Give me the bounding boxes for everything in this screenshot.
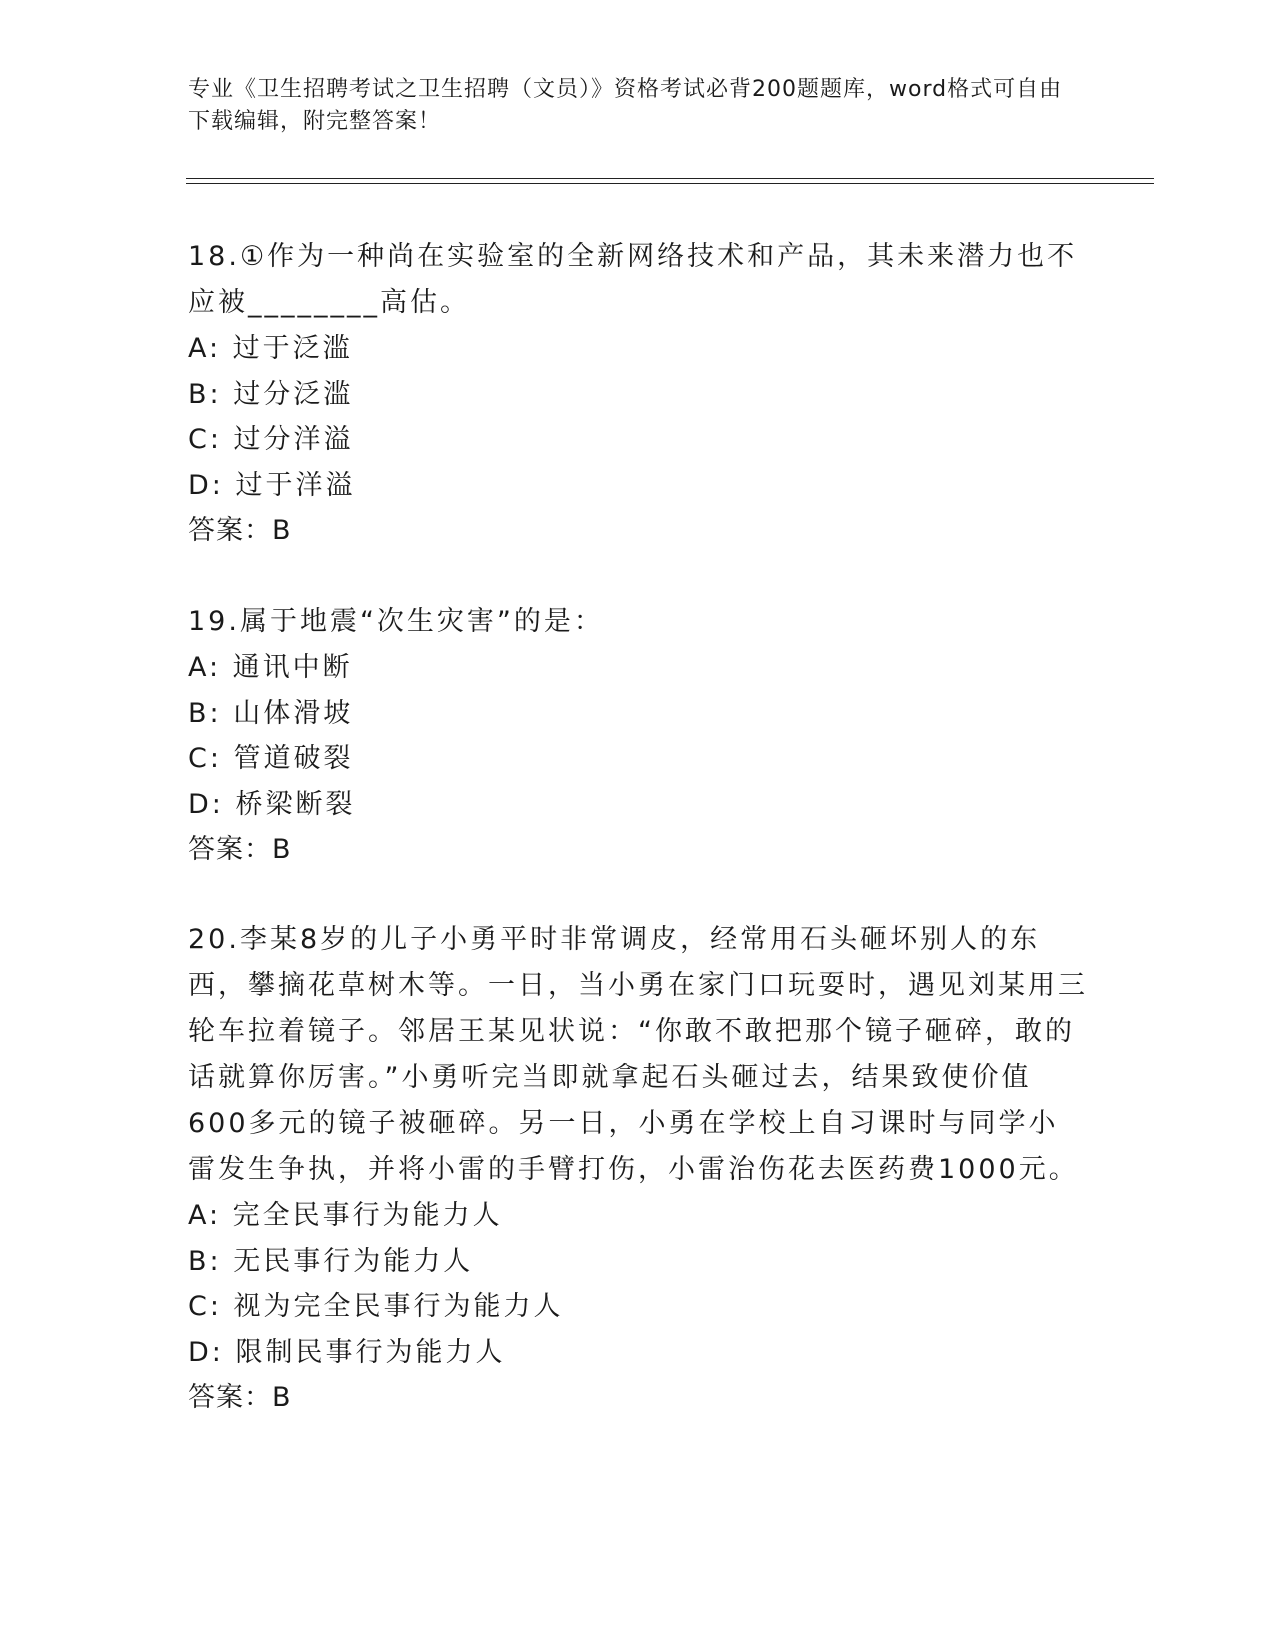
question-stem: 20.李某8岁的儿子小勇平时非常调皮，经常用石头砸坏别人的东西，攀摘花草树木等。一日，当小勇在家门口玩耍时，遇见刘某用三轮车拉着镜子。邻居王某见状说：“你敢不敢把那个镜子砸碎，敢的话就算你厉害。”小勇听完当即就拿起石头砸过去，结果致使价值600多元的镜子被砸碎。另一日，小勇在学校上自习课时与同学小雷发生争执，并将小雷的手臂打伤，小雷治伤花去医药费1000元。 [188,924,1088,1185]
question-stem: 18.①作为一种尚在实验室的全新网络技术和产品，其未来潜力也不应被________高估。 [188,241,1078,318]
header-divider-top [186,178,1154,179]
option-a: A: 过于泛滥 [188,333,353,364]
header-divider-bottom [186,183,1154,184]
question-stem: 19.属于地震“次生灾害”的是： [188,606,604,637]
option-c: C: 管道破裂 [188,743,354,774]
option-c: C: 视为完全民事行为能力人 [188,1291,564,1322]
answer-line: 答案：B [188,515,292,546]
answer-line: 答案：B [188,1382,292,1413]
question-19 [188,599,1088,873]
option-b: B: 无民事行为能力人 [188,1245,474,1277]
option-d: D: 桥梁断裂 [188,788,356,820]
answer-line: 答案：B [188,834,292,865]
option-a: A: 完全民事行为能力人 [188,1200,503,1231]
option-a: A: 通讯中断 [188,652,353,683]
question-20 [188,917,1088,1421]
document-header: 专业《卫生招聘考试之卫生招聘（文员）》资格考试必背200题题库，word格式可自由下载编辑，附完整答案！ [188,77,1063,134]
option-d: D: 限制民事行为能力人 [188,1336,506,1368]
question-18 [188,234,1088,554]
option-d: D: 过于洋溢 [188,469,356,501]
option-c: C: 过分洋溢 [188,424,354,455]
option-b: B: 过分泛滥 [188,378,354,410]
option-b: B: 山体滑坡 [188,697,354,729]
